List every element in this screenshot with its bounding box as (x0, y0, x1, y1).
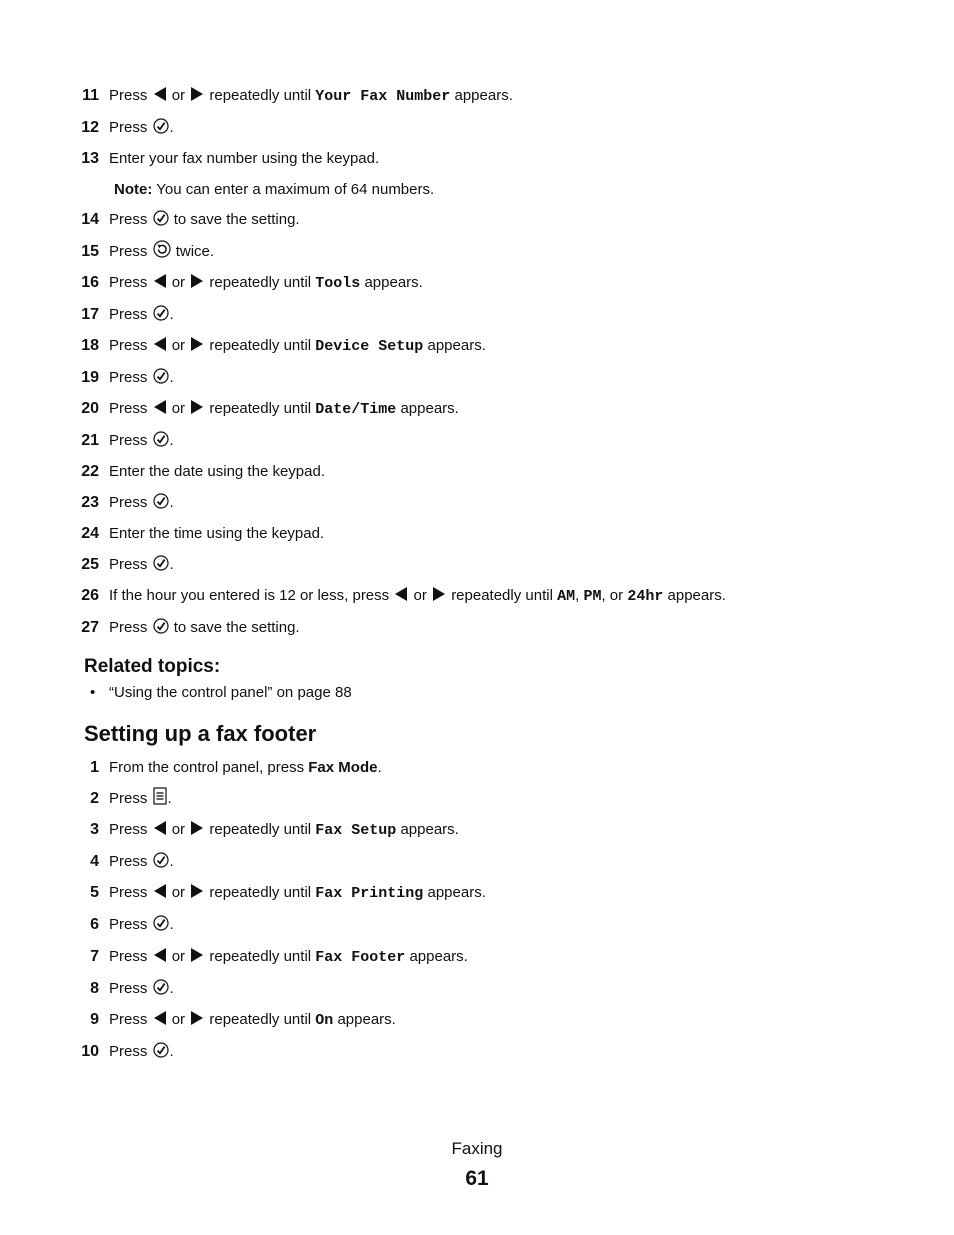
select-check-icon (153, 618, 169, 634)
step-text: Enter the date using the keypad. (109, 463, 325, 480)
arrow-right-icon (190, 273, 204, 289)
arrow-right-icon (190, 1010, 204, 1026)
step-text: Press or repeatedly until Device Setup appears. (109, 337, 486, 355)
menu-option-label: Your Fax Number (315, 88, 451, 105)
menu-option-label: On (315, 1012, 334, 1029)
select-check-icon (153, 118, 169, 134)
step-text: Press . (109, 980, 174, 997)
back-icon (153, 240, 171, 258)
step-text: Press . (109, 432, 174, 449)
step-number: 20 (81, 400, 99, 417)
step-number: 21 (81, 432, 99, 449)
arrow-right-icon (190, 883, 204, 899)
menu-option-label: Fax Setup (315, 822, 397, 839)
step-number: 16 (81, 274, 99, 291)
step-text: Press . (109, 1043, 174, 1060)
step-text: Press or repeatedly until Fax Setup appears. (109, 821, 459, 839)
arrow-right-icon (190, 336, 204, 352)
select-check-icon (153, 979, 169, 995)
step-text: Press or repeatedly until Date/Time appears. (109, 400, 459, 418)
step-text: Press . (109, 556, 174, 573)
select-check-icon (153, 915, 169, 931)
step-number: 22 (81, 463, 99, 480)
step-number: 17 (81, 306, 99, 323)
select-check-icon (153, 852, 169, 868)
arrow-left-icon (153, 883, 167, 899)
menu-option-label: Date/Time (315, 401, 397, 418)
step-number: 26 (81, 587, 99, 604)
arrow-right-icon (190, 820, 204, 836)
step-text: Press . (109, 494, 174, 511)
step-number: 11 (82, 87, 99, 104)
menu-option-label: Fax Footer (315, 949, 406, 966)
step-text: Press or repeatedly until Tools appears. (109, 274, 423, 292)
step-number: 19 (81, 369, 99, 386)
menu-icon (153, 787, 167, 805)
step-text: Press . (109, 306, 174, 323)
option-24hr: 24hr (627, 588, 664, 605)
select-check-icon (153, 1042, 169, 1058)
note (114, 178, 434, 202)
step-text: Press . (109, 916, 174, 933)
step-number: 12 (81, 119, 99, 136)
select-check-icon (153, 305, 169, 321)
select-check-icon (153, 493, 169, 509)
step-text: Enter your fax number using the keypad. (109, 150, 380, 167)
step-number: 4 (90, 853, 99, 870)
step-text: Press . (109, 787, 172, 811)
option-pm: PM (583, 588, 602, 605)
step-text: Press to save the setting. (109, 211, 300, 228)
option-am: AM (557, 588, 576, 605)
related-topic-link[interactable]: “Using the control panel” on page 88 (109, 684, 352, 701)
step-number: 2 (90, 790, 99, 807)
select-check-icon (153, 368, 169, 384)
arrow-right-icon (190, 399, 204, 415)
step-text: If the hour you entered is 12 or less, press or repeatedly until AM, PM, or 24hr appears. (109, 587, 726, 605)
step-text: Enter the time using the keypad. (109, 525, 325, 542)
menu-option-label: Tools (315, 275, 361, 292)
page-number: 61 (465, 1167, 489, 1190)
step-number: 1 (90, 759, 99, 776)
step-number: 3 (90, 821, 99, 838)
step-text: Press . (109, 853, 174, 870)
step-number: 14 (81, 211, 99, 228)
step-text: Press . (109, 119, 174, 136)
step-text: Press or repeatedly until Fax Printing appears. (109, 884, 486, 902)
select-check-icon (153, 210, 169, 226)
step-number: 8 (90, 980, 99, 997)
related-topics-heading: Related topics: (84, 656, 221, 677)
footer-section-name: Faxing (451, 1139, 503, 1158)
arrow-left-icon (153, 820, 167, 836)
step-number: 5 (90, 884, 99, 901)
section-title: Setting up a fax footer (84, 721, 317, 746)
arrow-left-icon (153, 947, 167, 963)
step-number: 7 (90, 948, 99, 965)
step-number: 25 (81, 556, 99, 573)
select-check-icon (153, 431, 169, 447)
fax-mode-label: Fax Mode (308, 759, 378, 776)
step-text: Press or repeatedly until Your Fax Number appears. (109, 87, 513, 105)
step-number: 18 (81, 337, 99, 354)
arrow-left-icon (394, 586, 408, 602)
note-text: You can enter a maximum of 64 numbers. (156, 181, 435, 198)
step-number: 24 (81, 525, 99, 542)
step-number: 6 (90, 916, 99, 933)
note-label: Note: (114, 181, 153, 198)
arrow-left-icon (153, 1010, 167, 1026)
menu-option-label: Fax Printing (315, 885, 424, 902)
arrow-left-icon (153, 86, 167, 102)
arrow-left-icon (153, 273, 167, 289)
arrow-right-icon (432, 586, 446, 602)
arrow-left-icon (153, 336, 167, 352)
arrow-right-icon (190, 86, 204, 102)
step-text: Press or repeatedly until Fax Footer appears. (109, 948, 468, 966)
step-text: Press . (109, 369, 174, 386)
step-text: Press to save the setting. (109, 619, 300, 636)
step-number: 23 (81, 494, 99, 511)
step-number: 9 (90, 1011, 99, 1028)
menu-option-label: Device Setup (315, 338, 424, 355)
step-text: Press or repeatedly until On appears. (109, 1011, 396, 1029)
step-number: 15 (81, 243, 99, 260)
arrow-left-icon (153, 399, 167, 415)
step-text: Press twice. (109, 240, 214, 264)
step-number: 27 (81, 619, 99, 636)
step-text: From the control panel, press Fax Mode. (109, 759, 382, 776)
related-topic-item[interactable]: • “Using the control panel” on page 88 (90, 684, 352, 701)
step-number: 10 (81, 1043, 99, 1060)
select-check-icon (153, 555, 169, 571)
arrow-right-icon (190, 947, 204, 963)
step-number: 13 (81, 150, 99, 167)
